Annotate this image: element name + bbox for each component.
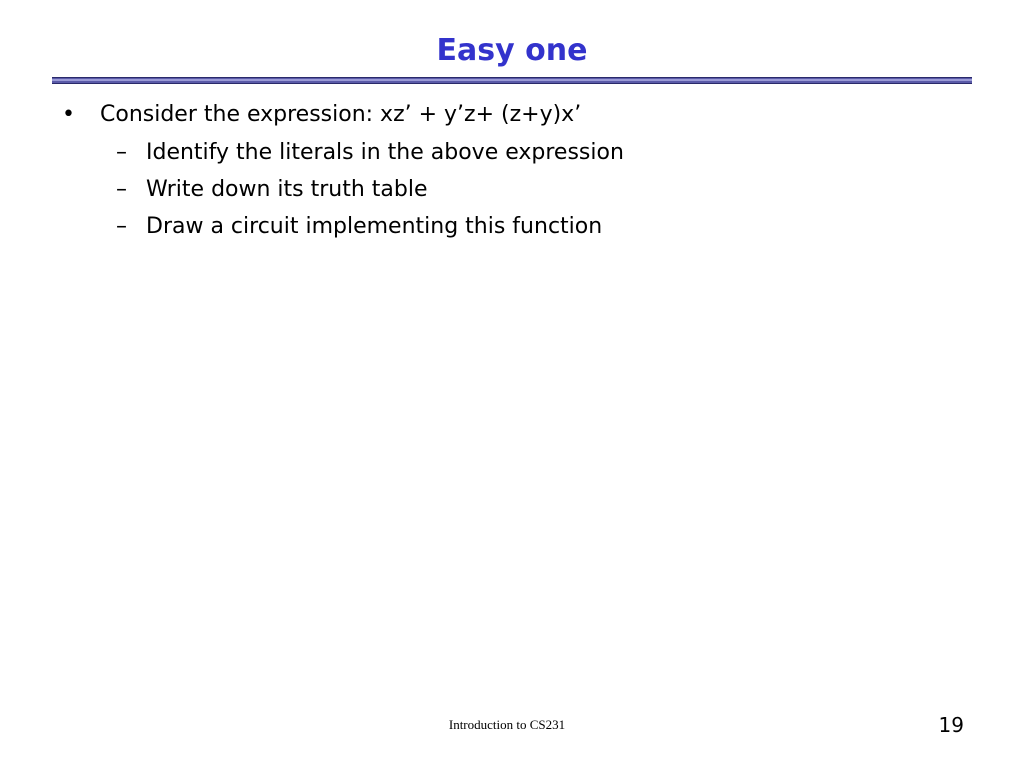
- sub-bullet-text: Identify the literals in the above expression: [146, 140, 624, 165]
- sub-bullet-item: [0, 171, 1024, 208]
- title-divider-highlight: [52, 79, 972, 81]
- sub-bullet-marker: –: [116, 214, 127, 239]
- slide-footer: Introduction to CS231: [448, 717, 566, 732]
- bullet-text: Consider the expression: xz’ + y’z+ (z+y)x’: [100, 102, 582, 127]
- sub-bullet-text: Draw a circuit implementing this function: [146, 214, 603, 239]
- slide-title: Easy one: [436, 33, 588, 68]
- sub-bullet-marker: –: [116, 177, 127, 202]
- sub-bullet-marker: –: [116, 140, 127, 165]
- sub-bullet-item: [0, 208, 1024, 245]
- slide-body: [0, 96, 1024, 245]
- page-number: 19: [938, 713, 964, 737]
- bullet-marker: •: [62, 102, 75, 127]
- sub-bullet-item: [0, 134, 1024, 171]
- bullet-item: [0, 96, 1024, 134]
- sub-bullet-text: Write down its truth table: [146, 177, 428, 202]
